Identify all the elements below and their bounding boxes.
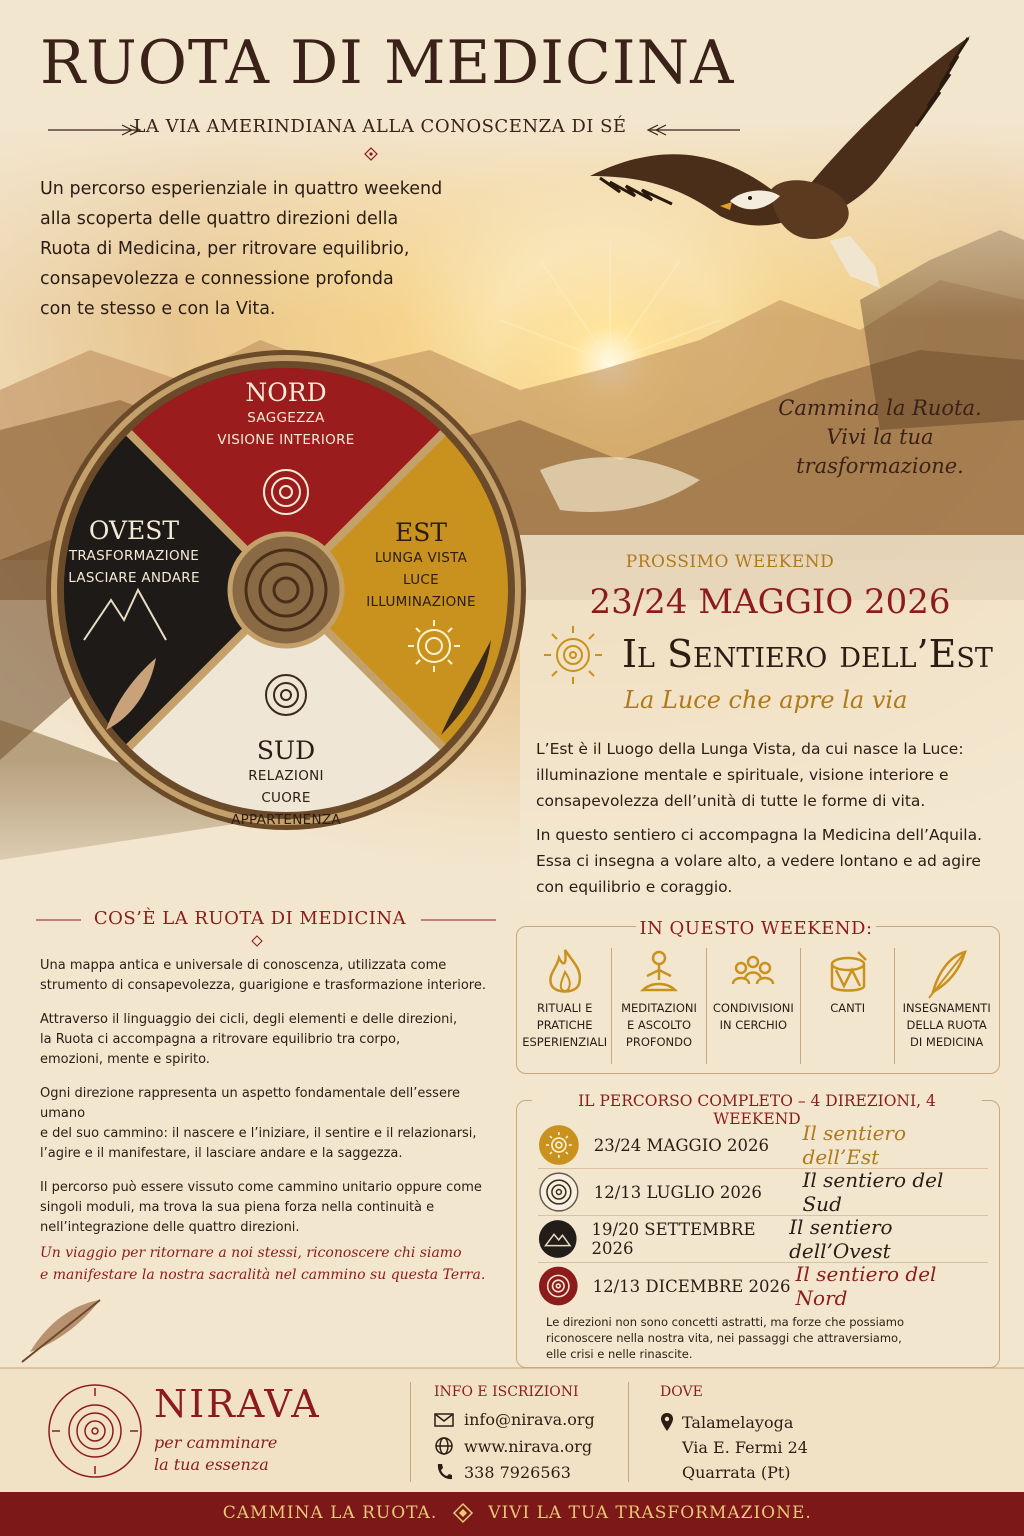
page-title: RUOTA DI MEDICINA	[40, 28, 735, 98]
schedule-heading: IL PERCORSO COMPLETO – 4 DIREZIONI, 4 WEEKEND	[532, 1092, 982, 1128]
schedule-note: Le direzioni non sono concetti astratti, ma forze che possiamo riconoscere nella nostra vita, nei passaggi che attraversiamo, elle crisi e nelle rinascite.	[546, 1315, 905, 1361]
nirava-logo-icon	[46, 1382, 144, 1480]
next-weekend-tagline: La Luce che apre la via	[624, 686, 908, 714]
about-text: Una mappa antica e universale di conoscenza, utilizzata come strumento di consapevolezza, guarigione e trasformazione interiore. Attraverso il linguaggio dei cicli, degli elementi e delle direzioni, la Ruota ci accompagna a ritrovare equilibrio tra corpo, emozioni, mente e spirito. Ogni direzione rappresenta un aspetto fondamentale dell’essere umano e del suo cammino: il nascere e l’iniziare, il sentire e il relazionarsi, l’agire e il manifestare, il lasciare andare e la saggezza. Il percorso può essere vissuto come cammino unitario oppure come singoli moduli, ma trova la sua piena forza nella continuità e nell’integrazione delle quattro direzioni.	[40, 958, 486, 1235]
about-closing: Un viaggio per ritornare a noi stessi, riconoscere chi siamo e manifestare la nostra sacralità nel cammino su questa Terra.	[40, 1245, 486, 1283]
hero-quote: Cammina la Ruota. Vivi la tua trasformazione.	[778, 396, 982, 478]
sun-spiral-icon	[540, 622, 606, 688]
footer-divider	[628, 1382, 629, 1482]
weekend-item: RITUALI E PRATICHE ESPERIENZIALI	[518, 948, 612, 1064]
wheel-north-label: NORD SAGGEZZA VISIONE INTERIORE	[217, 378, 355, 448]
next-weekend-title: Il Sentiero dell’Est	[622, 632, 993, 676]
weekend-item: CANTI	[801, 948, 895, 1064]
brand-name: NIRAVA	[154, 1382, 321, 1426]
next-weekend-description: L’Est è il Luogo della Lunga Vista, da cui nasce la Luce: illuminazione mentale e spirituale, visione interiore e consapevolezza dell’unità di tutte le forme di vita. In questo sentiero ci accompagna la Medicina dell’Aquila. Essa ci insegna a volare alto, a vedere lontano e ad agire con equilibrio e coraggio.	[536, 740, 982, 896]
feather-icon	[14, 1296, 106, 1366]
where-heading: DOVE	[660, 1384, 703, 1400]
spiral-icon	[538, 1171, 580, 1213]
globe-icon	[434, 1436, 454, 1456]
location-pin-icon	[660, 1412, 674, 1432]
weekend-item: MEDITAZIONI E ASCOLTO PROFONDO	[612, 948, 706, 1064]
brand-tagline: per camminare la tua essenza	[154, 1433, 278, 1474]
meditation-icon	[637, 948, 681, 1000]
weekend-heading: IN QUESTO WEEKEND:	[636, 918, 876, 939]
drum-icon	[826, 948, 870, 1000]
mail-icon	[434, 1412, 454, 1428]
phone-number[interactable]: 338 7926563	[464, 1462, 571, 1482]
spiral-icon	[538, 1265, 579, 1307]
email-row[interactable]	[434, 1410, 634, 1429]
address: Talamelayoga Via E. Fermi 24 Quarrata (Pt)	[682, 1413, 808, 1482]
wheel-west-label: OVEST TRASFORMAZIONE LASCIARE ANDARE	[68, 516, 200, 586]
next-weekend-date: 23/24 MAGGIO 2026	[589, 582, 951, 622]
email-link[interactable]: info@nirava.org	[464, 1410, 595, 1429]
schedule-row: 19/20 SETTEMBRE 2026 Il sentiero dell’Ovest	[538, 1216, 988, 1263]
website-row[interactable]	[434, 1436, 634, 1456]
schedule-row: 23/24 MAGGIO 2026 Il sentiero dell’Est	[538, 1122, 988, 1169]
intro-text: Un percorso esperienziale in quattro weekend alla scoperta delle quattro direzioni della Ruota di Medicina, per ritrovare equilibrio, consapevolezza e connessione profonda con te stesso e con la Vita.	[40, 179, 443, 319]
diamond-ornament	[364, 147, 378, 161]
wheel-east-label: EST LUNGA VISTA LUCE ILLUMINAZIONE	[366, 518, 476, 610]
info-heading: INFO E ISCRIZIONI	[434, 1384, 579, 1400]
flame-icon	[543, 948, 587, 1000]
weekend-item: CONDIVISIONI IN CERCHIO	[707, 948, 801, 1064]
phone-icon	[434, 1462, 454, 1482]
phone-row[interactable]	[434, 1462, 634, 1482]
page-subtitle: LA VIA AMERINDIANA ALLA CONOSCENZA DI SÉ	[133, 116, 627, 137]
wheel-south-label: SUD RELAZIONI CUORE APPARTENENZA	[231, 736, 341, 828]
footer-band-left: CAMMINA LA RUOTA.	[222, 1503, 438, 1523]
next-weekend-label: PROSSIMO WEEKEND	[625, 552, 835, 572]
schedule-row: 12/13 LUGLIO 2026 Il sentiero del Sud	[538, 1169, 988, 1216]
circle-people-icon	[729, 948, 777, 1000]
feather-icon	[925, 948, 969, 1000]
website-link[interactable]: www.nirava.org	[464, 1436, 593, 1456]
footer-divider	[410, 1382, 411, 1482]
sun-icon	[538, 1124, 580, 1166]
schedule-row: 12/13 DICEMBRE 2026 Il sentiero del Nord	[538, 1263, 988, 1309]
eagle-illustration	[580, 26, 1010, 316]
weekend-items	[518, 948, 998, 1064]
weekend-item: INSEGNAMENTI DELLA RUOTA DI MEDICINA	[895, 948, 998, 1064]
footer-band-right: VIVI LA TUA TRASFORMAZIONE.	[488, 1503, 812, 1523]
diamond-ornament	[452, 1502, 474, 1524]
mountain-icon	[538, 1218, 578, 1260]
about-heading: COS’È LA RUOTA DI MEDICINA	[93, 908, 407, 929]
